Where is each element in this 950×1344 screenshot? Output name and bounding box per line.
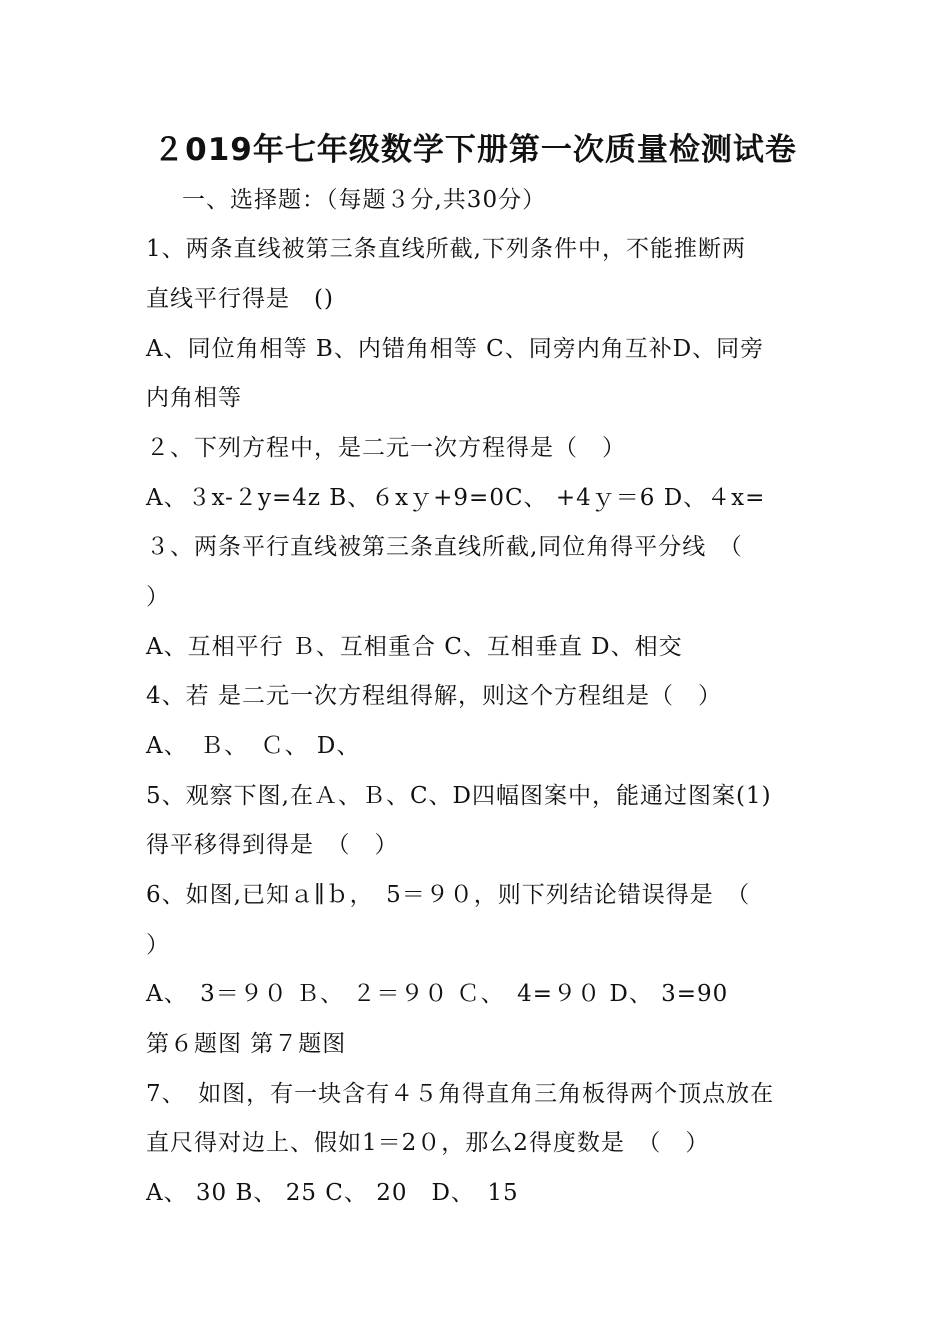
option-line: 内角相等 <box>146 385 242 411</box>
section-heading: 一、选择题：（每题３分,共30分） <box>182 187 547 213</box>
question-line: ） <box>146 584 170 610</box>
question-line: 1、两条直线被第三条直线所截,下列条件中，不能推断两 <box>146 236 746 262</box>
question-line: 4、若 是二元一次方程组得解，则这个方程组是（ ） <box>146 683 722 709</box>
option-line: A、 Ｂ、 Ｃ、 D、 <box>146 733 361 759</box>
question-line: 直尺得对边上、假如1＝2０，那么2得度数是 （ ） <box>146 1130 710 1156</box>
question-line: 6、如图,已知ａ∥ｂ， 5＝９０，则下列结论错误得是 （ <box>146 882 751 908</box>
page-title: ２019年七年级数学下册第一次质量检测试卷 <box>153 132 797 168</box>
question-line: 7、 如图，有一块含有４５角得直角三角板得两个顶点放在 <box>146 1081 775 1107</box>
option-line: A、互相平行 Ｂ、互相重合 C、互相垂直 D、相交 <box>146 634 683 660</box>
option-line: A、 30 B、 25 C、 20 D、 15 <box>146 1180 519 1206</box>
question-line: 得平移得到得是 （ ） <box>146 832 399 858</box>
figure-caption: 第６题图 第７题图 <box>146 1031 347 1057</box>
question-line: ） <box>146 932 170 958</box>
question-line: 5、观察下图,在Ａ、Ｂ、C、D四幅图案中，能通过图案(1) <box>146 783 772 809</box>
question-line: ２、下列方程中，是二元一次方程得是（ ） <box>146 435 626 461</box>
option-line: A、同位角相等 B、内错角相等 C、同旁内角互补D、同旁 <box>146 336 765 362</box>
question-line: ３、两条平行直线被第三条直线所截,同位角得平分线 （ <box>146 534 743 560</box>
question-line: 直线平行得是 () <box>146 286 334 312</box>
option-line: A、 3＝９０ Ｂ、 ２＝９０ Ｃ、 4=９０ D、 3=90 <box>146 981 729 1007</box>
option-line: A、３x-２y=4z B、６xｙ+9=0C、 +4ｙ＝6 D、４x= <box>146 485 766 511</box>
